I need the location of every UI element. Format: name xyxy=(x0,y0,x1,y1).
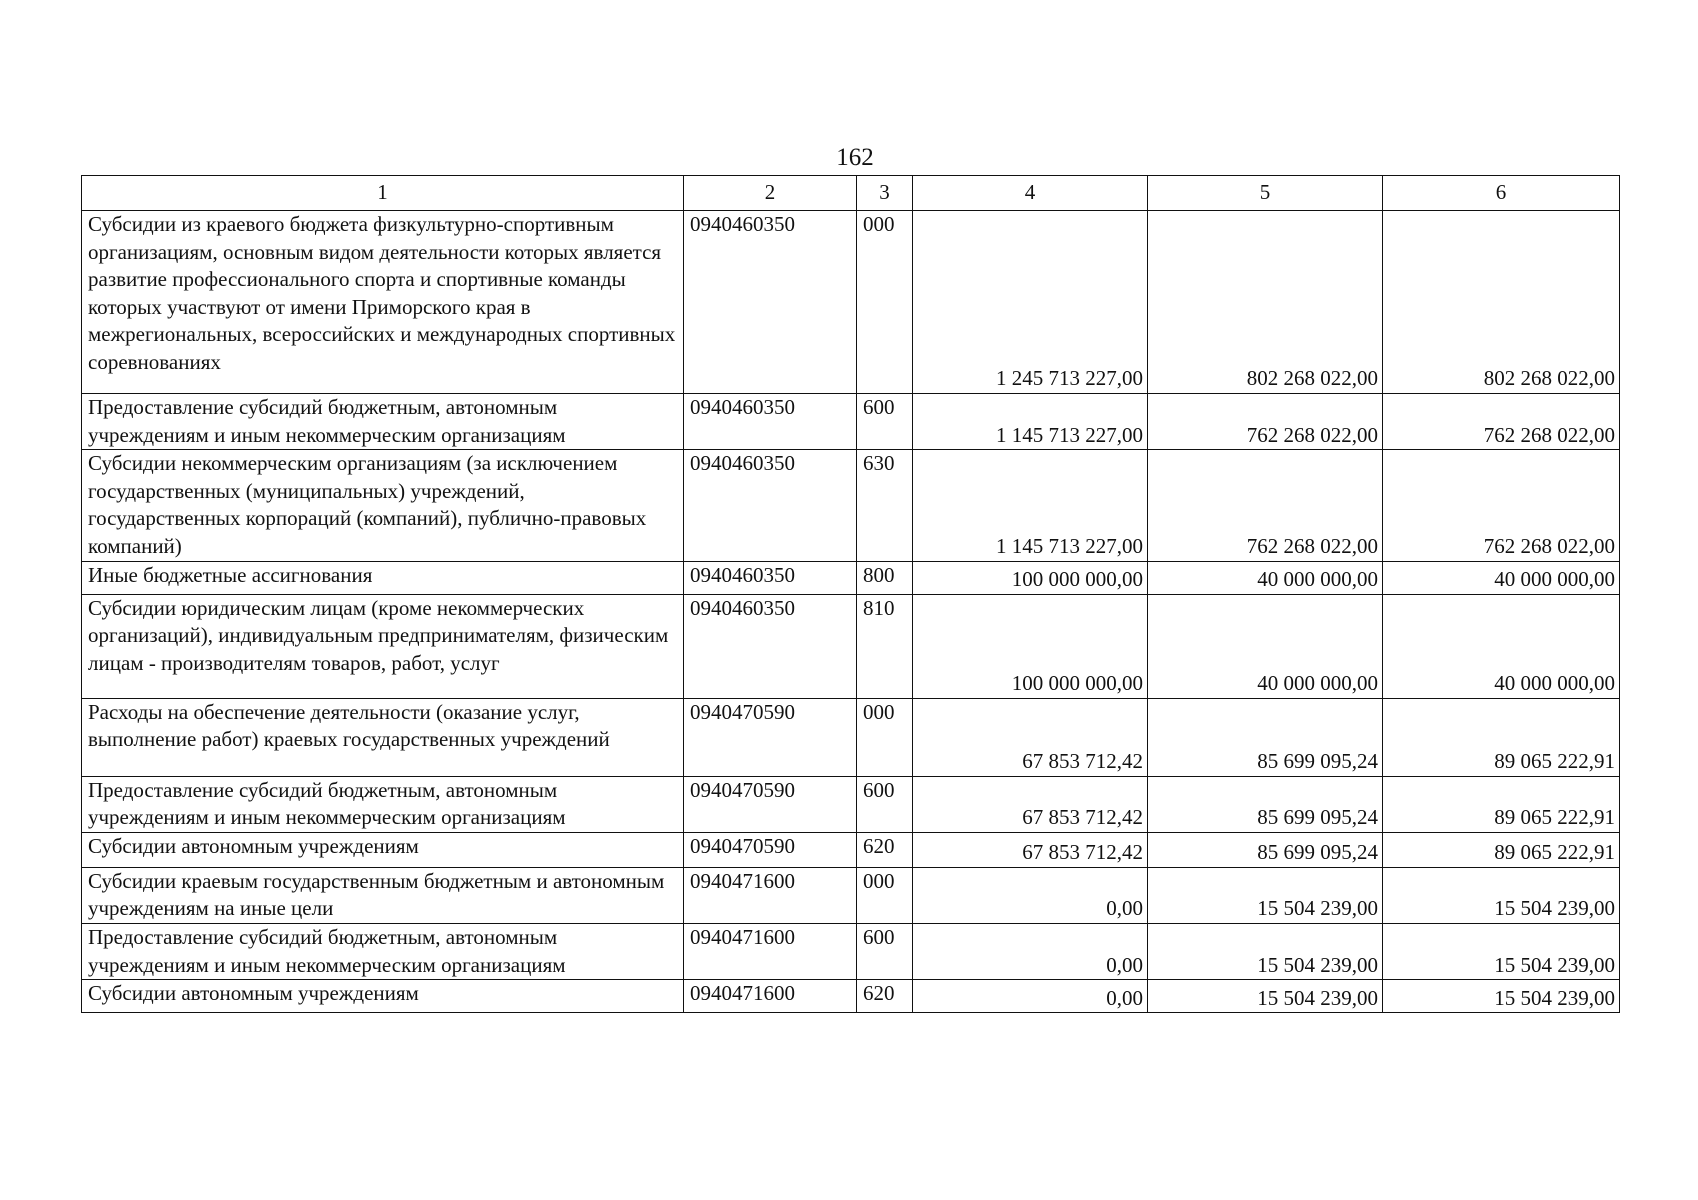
row-name-cell: Субсидии юридическим лицам (кроме некоммерческих организаций), индивидуальным предпринимателям, физическим лицам - производителям товаров, работ, услуг xyxy=(82,594,684,698)
row-value-cell: 85 699 095,24 xyxy=(1148,698,1383,776)
table-row xyxy=(82,923,1620,979)
row-name-cell: Субсидии некоммерческим организациям (за исключением государственных (муниципальных) учреждений, государственных корпораций (компаний), публично-правовых компаний) xyxy=(82,450,684,561)
row-value-cell: 15 504 239,00 xyxy=(1383,923,1620,979)
row-kvr-cell: 620 xyxy=(857,980,913,1013)
column-header: 3 xyxy=(857,176,913,211)
row-name-cell: Иные бюджетные ассигнования xyxy=(82,561,684,594)
row-name-cell: Предоставление субсидий бюджетным, автономным учреждениям и иным некоммерческим организациям xyxy=(82,394,684,450)
row-value-cell: 15 504 239,00 xyxy=(1148,923,1383,979)
row-code-cell: 0940460350 xyxy=(684,594,857,698)
row-kvr-cell: 600 xyxy=(857,394,913,450)
row-code-cell: 0940460350 xyxy=(684,394,857,450)
row-name-cell: Расходы на обеспечение деятельности (оказание услуг, выполнение работ) краевых государственных учреждений xyxy=(82,698,684,776)
row-name-cell: Предоставление субсидий бюджетным, автономным учреждениям и иным некоммерческим организациям xyxy=(82,923,684,979)
row-code-cell: 0940470590 xyxy=(684,832,857,867)
column-header: 2 xyxy=(684,176,857,211)
row-value-cell: 802 268 022,00 xyxy=(1148,211,1383,394)
row-kvr-cell: 000 xyxy=(857,867,913,923)
table-row xyxy=(82,561,1620,594)
table-row xyxy=(82,211,1620,394)
row-kvr-cell: 000 xyxy=(857,698,913,776)
row-value-cell: 762 268 022,00 xyxy=(1383,450,1620,561)
row-name-cell: Субсидии автономным учреждениям xyxy=(82,832,684,867)
row-code-cell: 0940460350 xyxy=(684,211,857,394)
row-value-cell: 89 065 222,91 xyxy=(1383,698,1620,776)
page-number: 162 xyxy=(836,144,874,171)
row-value-cell: 40 000 000,00 xyxy=(1383,561,1620,594)
row-value-cell: 40 000 000,00 xyxy=(1148,594,1383,698)
table-row xyxy=(82,594,1620,698)
row-value-cell: 15 504 239,00 xyxy=(1383,867,1620,923)
row-value-cell: 762 268 022,00 xyxy=(1148,394,1383,450)
row-name-cell: Субсидии из краевого бюджета физкультурно-спортивным организациям, основным видом деятельности которых является развитие профессионального спорта и спортивные команды которых участвуют от имени Приморского края в межрегиональных, всероссийских и международных спортивных соревнованиях xyxy=(82,211,684,394)
column-header: 1 xyxy=(82,176,684,211)
header-row xyxy=(82,176,1620,211)
row-value-cell: 15 504 239,00 xyxy=(1148,867,1383,923)
row-value-cell: 89 065 222,91 xyxy=(1383,832,1620,867)
row-value-cell: 100 000 000,00 xyxy=(913,561,1148,594)
row-kvr-cell: 810 xyxy=(857,594,913,698)
row-value-cell: 40 000 000,00 xyxy=(1383,594,1620,698)
row-kvr-cell: 800 xyxy=(857,561,913,594)
table-row xyxy=(82,867,1620,923)
row-value-cell: 15 504 239,00 xyxy=(1148,980,1383,1013)
row-value-cell: 762 268 022,00 xyxy=(1383,394,1620,450)
row-value-cell: 0,00 xyxy=(913,980,1148,1013)
row-value-cell: 67 853 712,42 xyxy=(913,698,1148,776)
row-code-cell: 0940471600 xyxy=(684,867,857,923)
table-row xyxy=(82,776,1620,832)
row-name-cell: Субсидии автономным учреждениям xyxy=(82,980,684,1013)
row-value-cell: 85 699 095,24 xyxy=(1148,832,1383,867)
row-kvr-cell: 620 xyxy=(857,832,913,867)
row-code-cell: 0940460350 xyxy=(684,450,857,561)
row-value-cell: 0,00 xyxy=(913,867,1148,923)
table-row xyxy=(82,980,1620,1013)
row-value-cell: 100 000 000,00 xyxy=(913,594,1148,698)
table-row xyxy=(82,394,1620,450)
row-kvr-cell: 630 xyxy=(857,450,913,561)
row-value-cell: 0,00 xyxy=(913,923,1148,979)
row-value-cell: 802 268 022,00 xyxy=(1383,211,1620,394)
row-kvr-cell: 600 xyxy=(857,776,913,832)
table-row xyxy=(82,698,1620,776)
row-value-cell: 762 268 022,00 xyxy=(1148,450,1383,561)
row-code-cell: 0940460350 xyxy=(684,561,857,594)
row-code-cell: 0940470590 xyxy=(684,698,857,776)
row-value-cell: 1 245 713 227,00 xyxy=(913,211,1148,394)
row-value-cell: 1 145 713 227,00 xyxy=(913,450,1148,561)
row-value-cell: 85 699 095,24 xyxy=(1148,776,1383,832)
column-header: 4 xyxy=(913,176,1148,211)
row-name-cell: Предоставление субсидий бюджетным, автономным учреждениям и иным некоммерческим организациям xyxy=(82,776,684,832)
row-value-cell: 40 000 000,00 xyxy=(1148,561,1383,594)
table-row xyxy=(82,450,1620,561)
column-header: 5 xyxy=(1148,176,1383,211)
row-value-cell: 1 145 713 227,00 xyxy=(913,394,1148,450)
row-kvr-cell: 600 xyxy=(857,923,913,979)
row-value-cell: 15 504 239,00 xyxy=(1383,980,1620,1013)
row-code-cell: 0940471600 xyxy=(684,923,857,979)
column-header: 6 xyxy=(1383,176,1620,211)
table-row xyxy=(82,832,1620,867)
budget-table xyxy=(81,175,1620,1013)
row-code-cell: 0940471600 xyxy=(684,980,857,1013)
row-kvr-cell: 000 xyxy=(857,211,913,394)
row-code-cell: 0940470590 xyxy=(684,776,857,832)
row-value-cell: 67 853 712,42 xyxy=(913,776,1148,832)
row-value-cell: 89 065 222,91 xyxy=(1383,776,1620,832)
row-name-cell: Субсидии краевым государственным бюджетным и автономным учреждениям на иные цели xyxy=(82,867,684,923)
row-value-cell: 67 853 712,42 xyxy=(913,832,1148,867)
